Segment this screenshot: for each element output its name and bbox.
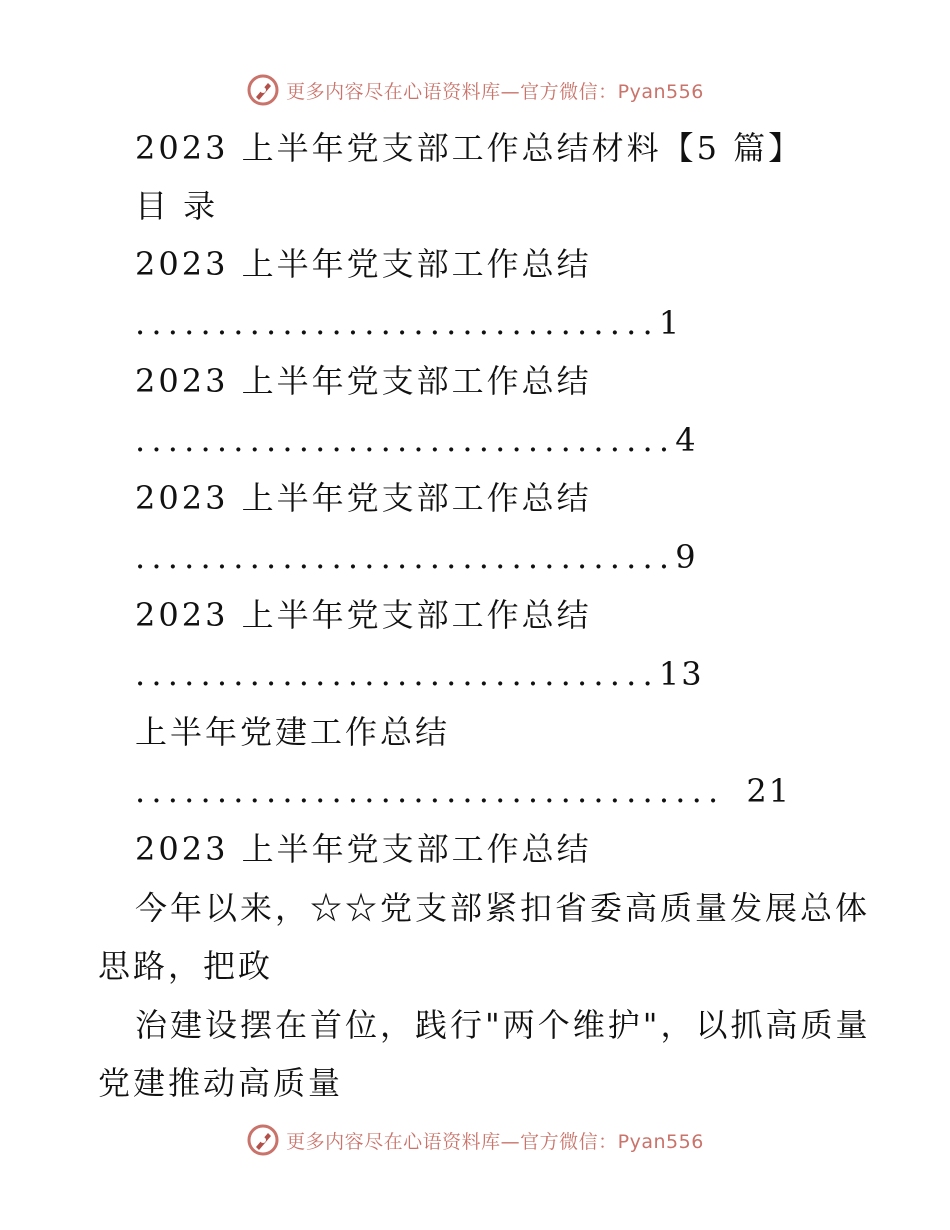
dot-leader: ................................ xyxy=(135,304,659,342)
document-title: 2023 上半年党支部工作总结材料【5 篇】 xyxy=(135,129,804,167)
toc-entry-5-label[interactable]: 上半年党建工作总结 xyxy=(135,713,451,751)
watermark-banner-top xyxy=(0,70,950,110)
dot-leader: ................................. xyxy=(135,538,676,576)
watermark-text: 更多内容尽在心语资料库—官方微信：Pyan556 xyxy=(286,80,704,103)
page-number: 21 xyxy=(746,772,792,810)
page-number: 9 xyxy=(675,538,698,576)
dot-leader: .................................... xyxy=(135,772,725,810)
toc-entry-2-leader[interactable] xyxy=(135,420,698,460)
section-title: 2023 上半年党支部工作总结 xyxy=(135,830,592,868)
body-paragraph-line: 今年以来，☆☆党支部紧扣省委高质量发展总体 xyxy=(135,889,871,927)
pen-logo-icon xyxy=(246,1123,280,1157)
body-paragraph-line: 思路，把政 xyxy=(98,947,274,985)
toc-entry-4-leader[interactable] xyxy=(135,654,704,694)
toc-entry-5-leader[interactable] xyxy=(135,771,791,811)
dot-leader: ................................ xyxy=(135,655,659,693)
watermark-text: 更多内容尽在心语资料库—官方微信：Pyan556 xyxy=(286,1130,704,1153)
page-number: 13 xyxy=(658,655,704,693)
toc-entry-3-label[interactable]: 2023 上半年党支部工作总结 xyxy=(135,479,592,517)
toc-entry-1-label[interactable]: 2023 上半年党支部工作总结 xyxy=(135,245,592,283)
toc-entry-1-leader[interactable] xyxy=(135,303,681,343)
toc-heading: 目 录 xyxy=(135,187,219,225)
toc-entry-3-leader[interactable] xyxy=(135,537,698,577)
page-number: 4 xyxy=(675,421,698,459)
dot-leader: ................................. xyxy=(135,421,676,459)
watermark-banner-bottom xyxy=(0,1120,950,1160)
toc-entry-4-label[interactable]: 2023 上半年党支部工作总结 xyxy=(135,596,592,634)
toc-entry-2-label[interactable]: 2023 上半年党支部工作总结 xyxy=(135,362,592,400)
body-paragraph-line: 党建推动高质量 xyxy=(98,1064,344,1102)
page-number: 1 xyxy=(658,304,682,342)
body-paragraph-line: 治建设摆在首位，践行"两个维护"，以抓高质量 xyxy=(135,1006,871,1044)
pen-logo-icon xyxy=(246,73,280,107)
